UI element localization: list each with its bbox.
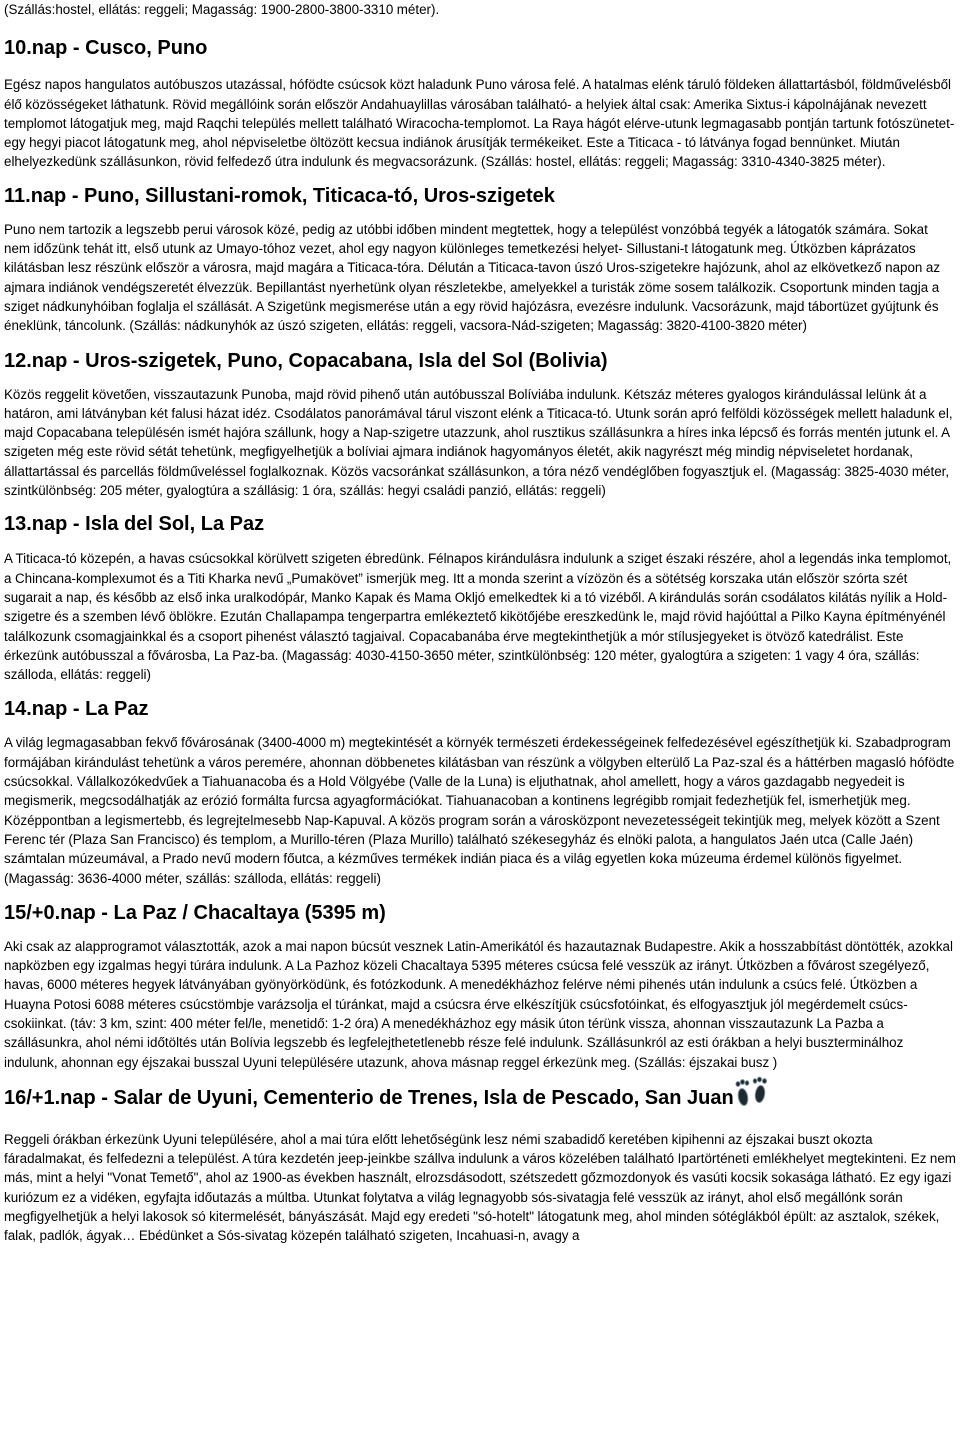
day-15-heading: 15/+0.nap - La Paz / Chacaltaya (5395 m) [4,901,386,924]
day-12-heading: 12.nap - Uros-szigetek, Puno, Copacabana, Isla del Sol (Bolivia) [4,349,608,372]
day-14-text: A világ legmagasabban fekvő fővárosának (3400-4000 m) megtekintését a környék természeti érdekességeinek felfedezésével egészíthetjük ki. Szabadprogram formájában kirándulást tehetünk a város peremére, ahonnan döbbenetes kilátásban van részünk a völgyben elterülő La Paz-szal és a háttérben magasló hófödte csúcsokkal. Vállalkozókedvűek a Tiahuanacoba és a Hold Völgyébe (Valle de la Luna) is eljuthatnak, ahol amellett, hogy a város gazdagabb negyedeit is megismerik, megcsodálhatják az erózió formálta furcsa agyagformációkat. Tiahuanacoban a kontinens legrégibb romjait fedezhetjük fel, ismerhetjük meg. Középpontban a legismertebb, és legrejtelmesebb Nap-Kapuval. A közös program során a városközpont nevezetességeit tekintjük meg, melyek között a Szent Ferenc tér (Plaza San Francisco) és templom, a Murillo-téren (Plaza Murillo) található székesegyház és elnöki palota, a hangulatos Jaén utca (Calle Jaén) számtalan múzeumával, a Prado nevű modern főutca, a kézműves termékek indián piaca és a világ egyetlen koka múzeuma érdemel különös figyelmet. (Magasság: 3636-4000 méter, szállás: szálloda, ellátás: reggeli) [4,735,955,886]
day-11-heading: 11.nap - Puno, Sillustani-romok, Titicaca-tó, Uros-szigetek [4,184,555,207]
intro-paragraph: (Szállás:hostel, ellátás: reggeli; Magasság: 1900-2800-3800-3310 méter). [4,2,440,17]
day-10-heading: 10.nap - Cusco, Puno [4,37,208,60]
day-11-text: Puno nem tartozik a legszebb perui városok közé, pedig az utóbbi időben mindent megtettek, hogy a települést vonzóbbá tegyék a látogatók számára. Sokat nem időzünk tehát itt, első utunk az Umayo-tóhoz vezet, ahol egy nagyon különleges temetkezési helyet- Sillustani-t látogatunk meg. Útközben káprázatos kilátásban lesz részünk először a városra, majd magára a Titicaca-tóra. Délután a Titicaca-tavon úszó Uros-szigetekre hajózunk, ahol az elkövetkező napon az ajmara indiánok vendégszeretét élvezzük. Bepillantást nyerhetünk olyan részletekbe, amelyekkel a turisták zöme sosem találkozik. Csoportunk minden tagja a sziget nádkunyhóiban foglalja el szállását. A Szigetünk megismerése után a egy rövid hajózásra, evezésre indulunk. Vacsorázunk, majd tábortüzet gyújtunk és éneklünk, táncolunk. (Szállás: nádkunyhók az úszó szigeten, ellátás: reggeli, vacsora-Nád-szigeten; Magasság: 3820-4100-3820 méter) [4,221,941,334]
day-13-text: A Titicaca-tó közepén, a havas csúcsokkal körülvett szigeten ébredünk. Félnapos kirándulásra indulunk a sziget északi részére, ahol a legendás inka templomot, a Chincana-komplexumot és a Titi Kharka nevű „Pumakövet” ismerjük meg. Itt a monda szerint a vízözön és a sötétség korszaka után először szórta szét sugarait a nap, és később az első inka uralkodópár, Manko Kapak és Mama Okljó emelkedtek ki a tó vizéből. A kirándulás során csodálatos kilátás nyílik a Hold-szigetre és a szemben lévő öblökre. Ezután Challapampa tengerpartra emlékeztető kikötőjébe ereszkedünk le, majd rövid hajóúttal a Pilko Kayna építményénél találkozunk csomagjainkkal és a csoport pihenést választó tagjaival. Copacabanába érve megtekinthetjük a mór stílusjegyeket is ötvöző katedrálist. Este érkezünk autóbusszal a fővárosba, La Paz-ba. (Magasság: 4030-4150-3650 méter, szintkülönbség: 120 méter, gyalogtúra a szigeten: 1 vagy 4 óra, szállás: szálloda, ellátás: reggeli) [4,551,952,683]
day-16-heading [4,1086,956,1110]
day-10-text: Egész napos hangulatos autóbuszos utazással, hófödte csúcsok közt haladunk Puno városa felé. A hatalmas elénk táruló földeken állattartásból, földművelésből élő közösségeket láthatunk. Rövid megállóink során először Andahuaylillas városában található- a helyiek által csak: Amerika Sixtus-i kápolnájának nevezett templomot látogatjuk meg, majd Raqchi település mellett található Wiracocha-templomot. La Raya hágót elérve-utunk legmagasabb pontján tartunk fotószünetet- egy hegyi piacot látogatunk meg, ahol népviseletbe öltözött kecsua indiánok árusítják termékeiket. Este a Titicaca - tó látványa fogad bennünket. Miután elhelyezkedünk szállásunkon, rövid felfedező útra indulunk és megvacsorázunk. (Szállás: hostel, ellátás: reggeli; Magasság: 3310-4340-3825 méter). [4,77,955,170]
day-15-text: Aki csak az alapprogramot választották, azok a mai napon búcsút vesznek Latin-Amerikától és hazautaznak Budapestre. Akik a hosszabbítást döntötték, azokkal napközben egy izgalmas hegyi túrára indulunk. A La Pazhoz közeli Chacaltaya 5395 méteres csúcsa felé vesszük az irányt. Útközben a fővárost szegélyező, havas, 6000 méteres hegyek látványában gyönyörködünk, és fotózkodunk. A menedékházhoz felérve némi pihenés után indulunk a csúcs felé. Útközben a Huayna Potosi 6088 méteres csúcstömbje varázsolja el túránkat, majd a csúcsra érve elkészítjük csúcsfotóinkat, és elfogyasztjuk jól megérdemelt csúcs-csokiinkat. (táv: 3 km, szint: 400 méter fel/le, menetidő: 1-2 óra) A menedékházhoz egy másik úton térünk vissza, ahonnan visszautazunk La Pazba a szállásunkra, ahol némi időtöltés után Bolívia legszebb és legfelejthetetlenebb része felé indulunk. Szállásunkról az esti órákban a helyi buszterminálhoz indulunk, ahonnan egy éjszakai busszal Uyuni településére utazunk, ahova másnap reggel érkezünk meg. (Szállás: éjszakai busz ) [4,938,953,1070]
footprints-icon [734,1076,770,1110]
day-14-heading: 14.nap - La Paz [4,698,149,721]
day-16-text: Reggeli órákban érkezünk Uyuni településére, ahol a mai túra előtt lehetőségünk lesz némi szabadidő keretében kipihenni az éjszakai buszt okozta fáradalmakat, és felfedezni a települést. A túra kezdetén jeep-jeinkbe szállva indulunk a város közelében található Ipartörténeti emlékhelyet megtekinteni. Ez nem más, mint a helyi "Vonat Temető", ahol az 1900-as években használt, elrozsdásodott, szétszedett gőzmozdonyok és vasúti kocsik sokasága látható. Ez egy igazi kuriózum ez a vidéken, egyfajta időutazás a múltba. Utunkat folytatva a világ legnagyobb sós-sivatagja felé vesszük az irányt, ahol első megállónk során megfigyelhetjük a helyi lakosok só kitermelését, bányászását. Majd egy eredeti "só-hotelt" látogatunk meg, ahol minden sótéglákból épült: az asztalok, székek, falak, padlók, ágyak… Ebédünket a Sós-sivatag közepén található szigeten, Incahuasi-n, avagy a [4,1131,956,1244]
day-16-heading-text: 16/+1.nap - Salar de Uyuni, Cementerio de Trenes, Isla de Pescado, San Juan [4,1086,734,1109]
day-13-heading: 13.nap - Isla del Sol, La Paz [4,513,265,536]
day-12-text: Közös reggelit követően, visszautazunk Punoba, majd rövid pihenő után autóbusszal Bolíviába indulunk. Kétszáz méteres gyalogos kirándulással lelünk át a határon, ami látványban két falusi házat idéz. Csodálatos panorámával tárul viszont elénk a Titicaca-tó. Utunk során apró felföldi közösségek mellett haladunk el, majd Copacabana településén ismét hajóra szállunk, hogy a Nap-szigetre utazzunk, ahol rusztikus szállásunkra a híres inka lépcső és forrás mentén jutunk el. A szigeten még este rövid sétát tehetünk, megfigyelhetjük a bolíviai ajmara indiánok hagyományos életét, akik nagyrészt még mindig népviseletet hordanak, állattartással és parcellás földműveléssel foglalkoznak. Közös vacsoránkat szállásunkon, a tóra néző vendéglőben fogyasztjuk el. (Magasság: 3825-4030 méter, szintkülönbség: 205 méter, gyalogtúra a szállásig: 1 óra, szállás: hegyi családi panzió, ellátás: reggeli) [4,386,953,499]
